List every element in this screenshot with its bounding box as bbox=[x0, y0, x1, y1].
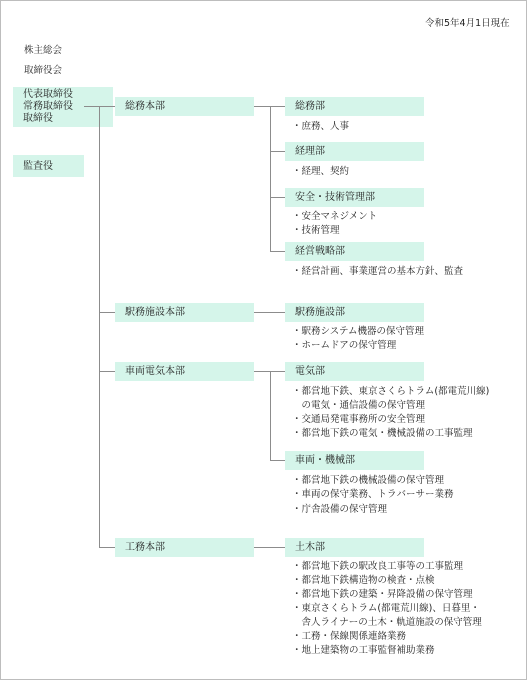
auditor-box: 監査役 bbox=[13, 155, 84, 177]
dept-branch-line-a bbox=[270, 151, 285, 152]
dept-civil-item-7: ・地上建築物の工事監督補助業務 bbox=[292, 645, 435, 656]
hq-engineering-works: 工務本部 bbox=[115, 538, 254, 557]
dept-civil-item-6: ・工務・保線関係連絡業務 bbox=[292, 631, 407, 642]
dept-safety-tech-item-1: ・安全マネジメント bbox=[292, 211, 378, 222]
dept-rolling-stock-item-2: ・車両の保守業務、トラバーサー業務 bbox=[292, 489, 454, 500]
hq-rolling-stock-electric: 車両電気本部 bbox=[115, 362, 254, 381]
dept-branch-line-d bbox=[270, 460, 285, 461]
hq-general-affairs: 総務本部 bbox=[115, 97, 254, 116]
dept-strategy-item-1: ・経営計画、事業運営の基本方針、監査 bbox=[292, 266, 464, 277]
hq-station-facilities: 駅務施設本部 bbox=[115, 303, 254, 322]
hq-trunk-line bbox=[99, 106, 100, 547]
board-of-directors: 取締役会 bbox=[24, 65, 63, 76]
dept-safety-tech: 安全・技術管理部 bbox=[285, 188, 424, 207]
dept-general-affairs-item-1: ・庶務、人事 bbox=[292, 121, 350, 132]
dept-rolling-stock-item-3: ・庁舎設備の保守管理 bbox=[292, 504, 388, 515]
executive-managing: 常務取締役 bbox=[23, 101, 73, 112]
dept-civil-item-2: ・都営地下鉄構造物の検査・点検 bbox=[292, 575, 435, 586]
dept-trunk-line-1 bbox=[270, 106, 271, 251]
dept-branch-line-b bbox=[270, 197, 285, 198]
hq-branch-line-2 bbox=[99, 371, 115, 372]
dept-station-facilities: 駅務施設部 bbox=[285, 303, 424, 322]
dept-accounting: 経理部 bbox=[285, 142, 424, 161]
dept-accounting-item-1: ・経理、契約 bbox=[292, 166, 350, 177]
dept-strategy: 経営戦略部 bbox=[285, 242, 424, 261]
dept-electric-item-3: ・交通局発電事務所の安全管理 bbox=[292, 414, 426, 425]
hq-branch-line-3 bbox=[99, 547, 115, 548]
dept-station-facilities-item-2: ・ホームドアの保守管理 bbox=[292, 340, 397, 351]
dept-electric-item-1: ・都営地下鉄、東京さくらトラム(都電荒川線) bbox=[292, 386, 490, 397]
dept-general-affairs: 総務部 bbox=[285, 97, 424, 116]
hq4-to-dept-line bbox=[254, 547, 285, 548]
dept-electric: 電気部 bbox=[285, 362, 424, 381]
dept-station-facilities-item-1: ・駅務システム機器の保守管理 bbox=[292, 326, 425, 337]
dept-rolling-stock-item-1: ・都営地下鉄の機械設備の保守管理 bbox=[292, 475, 445, 486]
dept-civil-item-3: ・都営地下鉄の建築・昇降設備の保守管理 bbox=[292, 589, 473, 600]
dept-electric-item-4: ・都営地下鉄の電気・機械設備の工事監理 bbox=[292, 428, 473, 439]
dept-civil-item-4: ・東京さくらトラム(都電荒川線)、日暮里・ bbox=[292, 603, 480, 614]
dept-branch-line-c bbox=[270, 251, 285, 252]
executives-box bbox=[13, 87, 113, 127]
dept-civil-engineering: 土木部 bbox=[285, 538, 424, 557]
dept-rolling-stock: 車両・機械部 bbox=[285, 451, 424, 470]
executive-director: 取締役 bbox=[23, 113, 53, 124]
dept-civil-item-1: ・都営地下鉄の駅改良工事等の工事監理 bbox=[292, 561, 464, 572]
hq-branch-line-1 bbox=[99, 312, 115, 313]
dept-civil-item-5: 舎人ライナーの土木・軌道施設の保守管理 bbox=[292, 617, 482, 628]
date-note: 令和5年4月1日現在 bbox=[425, 18, 510, 29]
executive-representative: 代表取締役 bbox=[23, 89, 73, 100]
dept-electric-item-2: の電気・通信設備の保守管理 bbox=[292, 400, 426, 411]
shareholders-meeting: 株主総会 bbox=[24, 45, 63, 56]
dept-safety-tech-item-2: ・技術管理 bbox=[292, 225, 340, 236]
hq2-to-dept-line bbox=[254, 312, 285, 313]
dept-trunk-line-2 bbox=[270, 371, 271, 460]
